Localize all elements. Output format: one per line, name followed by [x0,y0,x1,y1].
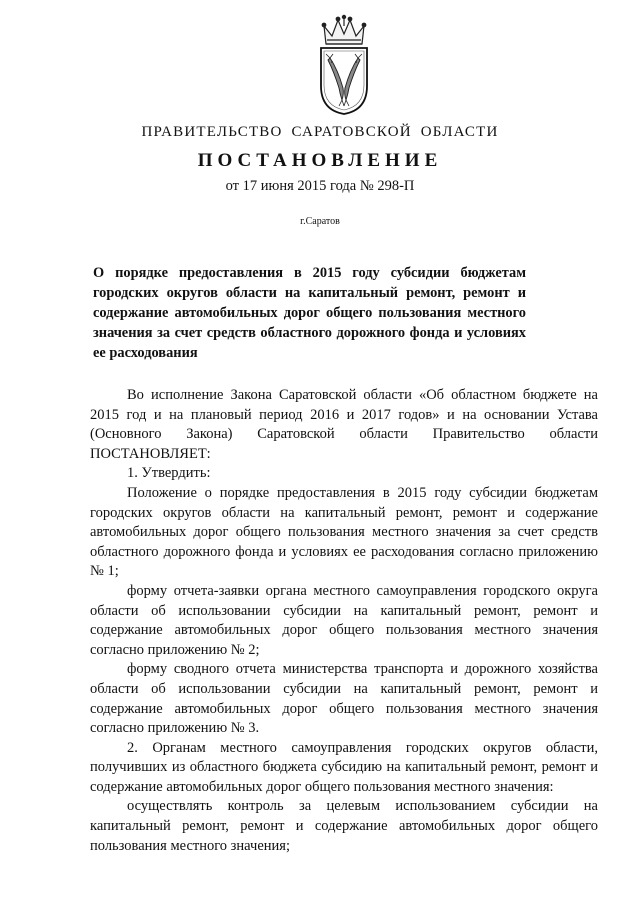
paragraph: 1. Утвердить: [127,465,211,482]
paragraph: осуществлять контроль за целевым использованием субсидии на капитальный ремонт, ремонт и содержание автомобильных дорог общего пользования местного значения; [90,798,598,854]
paragraph: форму отчета-заявки органа местного самоуправления городского округа области об использовании субсидии на капитальный ремонт, ремонт и содержание автомобильных дорог общего пользования местного значения согласно приложению № 2; [90,582,598,658]
coat-of-arms-icon [316,14,372,116]
document-date-number: от 17 июня 2015 года № 298-П [225,178,415,194]
document-body [90,386,598,856]
document-city: г.Саратов [300,216,340,227]
paragraph: Положение о порядке предоставления в 2015 году субсидии бюджетам городских округов области на капитальный ремонт, ремонт и содержание автомобильных дорог общего пользования местного значения за счет средств областного дорожного фонда и условиях ее расходования согласно приложению № 1; [90,484,598,580]
paragraph: 2. Органам местного самоуправления городских округов области, получивших из областного бюджета субсидию на капитальный ремонт, ремонт и содержание автомобильных дорог общего пользования местного значения: [90,739,598,795]
document-subject: О порядке предоставления в 2015 году субсидии бюджетам городских округов области на капитальный ремонт, ремонт и содержание автомобильных дорог общего пользования местного значения за счет средств областного дорожного фонда и условиях ее расходования [93,265,526,361]
document-type: ПОСТАНОВЛЕНИЕ [197,150,443,171]
paragraph: Во исполнение Закона Саратовской области «Об областном бюджете на 2015 год и на плановый период 2016 и 2017 годов» и на основании Устава (Основного Закона) Саратовской области Правительство области ПОСТАНОВЛЯЕТ: [90,387,598,462]
paragraph: форму сводного отчета министерства транспорта и дорожного хозяйства области об использовании субсидии на капитальный ремонт, ремонт и содержание автомобильных дорог общего пользования местного значения согласно приложению № 3. [90,661,598,737]
government-name: ПРАВИТЕЛЬСТВО САРАТОВСКОЙ ОБЛАСТИ [141,124,499,140]
